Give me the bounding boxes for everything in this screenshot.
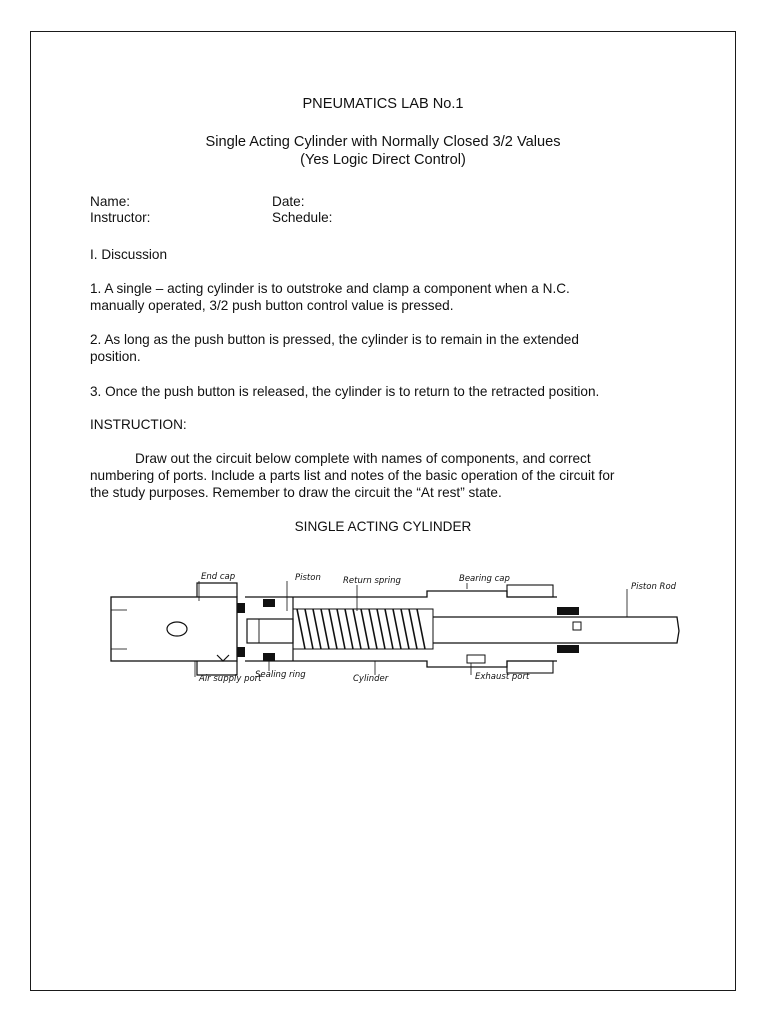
item-1-line-2: manually operated, 3/2 push button control value is pressed.	[90, 298, 454, 313]
item-2-line-1: 2. As long as the push button is pressed, the cylinder is to remain in the extended	[90, 332, 579, 347]
instruction-line-1: Draw out the circuit below complete with names of components, and correct	[135, 451, 591, 466]
subtitle-line-1: Single Acting Cylinder with Normally Closed 3/2 Values	[205, 134, 561, 150]
figure-heading: SINGLE ACTING CYLINDER	[294, 519, 472, 534]
instruction-line-3: the study purposes. Remember to draw the circuit the “At rest” state.	[90, 485, 502, 500]
cylinder-drawing	[87, 567, 683, 689]
subtitle-line-2: (Yes Logic Direct Control)	[300, 152, 466, 168]
instructor-label: Instructor:	[90, 210, 151, 225]
label-sealing-ring: Sealing ring	[255, 670, 306, 680]
instruction-heading: INSTRUCTION:	[90, 417, 187, 432]
page-title: PNEUMATICS LAB No.1	[302, 96, 464, 112]
return-spring-coils	[297, 609, 425, 649]
discussion-heading: I. Discussion	[90, 247, 168, 262]
date-label: Date:	[272, 194, 305, 209]
label-end-cap: End cap	[201, 572, 236, 582]
schedule-label: Schedule:	[272, 210, 333, 225]
item-1-line-1: 1. A single – acting cylinder is to outstroke and clamp a component when a N.C.	[90, 281, 570, 296]
label-air-supply-port: Air supply port	[199, 674, 262, 684]
item-3: 3. Once the push button is released, the cylinder is to return to the retracted position.	[90, 384, 600, 399]
label-exhaust-port: Exhaust port	[475, 672, 530, 682]
label-piston: Piston	[295, 573, 321, 583]
label-bearing-cap: Bearing cap	[459, 574, 510, 584]
instruction-line-2: numbering of ports. Include a parts list and notes of the basic operation of the circuit for	[90, 468, 615, 483]
item-2-line-2: position.	[90, 349, 141, 364]
name-label: Name:	[90, 194, 131, 209]
label-piston-rod: Piston Rod	[631, 582, 677, 592]
document-page	[30, 31, 736, 991]
single-acting-cylinder-diagram	[87, 567, 683, 689]
label-return-spring: Return spring	[343, 576, 401, 586]
label-cylinder: Cylinder	[353, 674, 389, 684]
